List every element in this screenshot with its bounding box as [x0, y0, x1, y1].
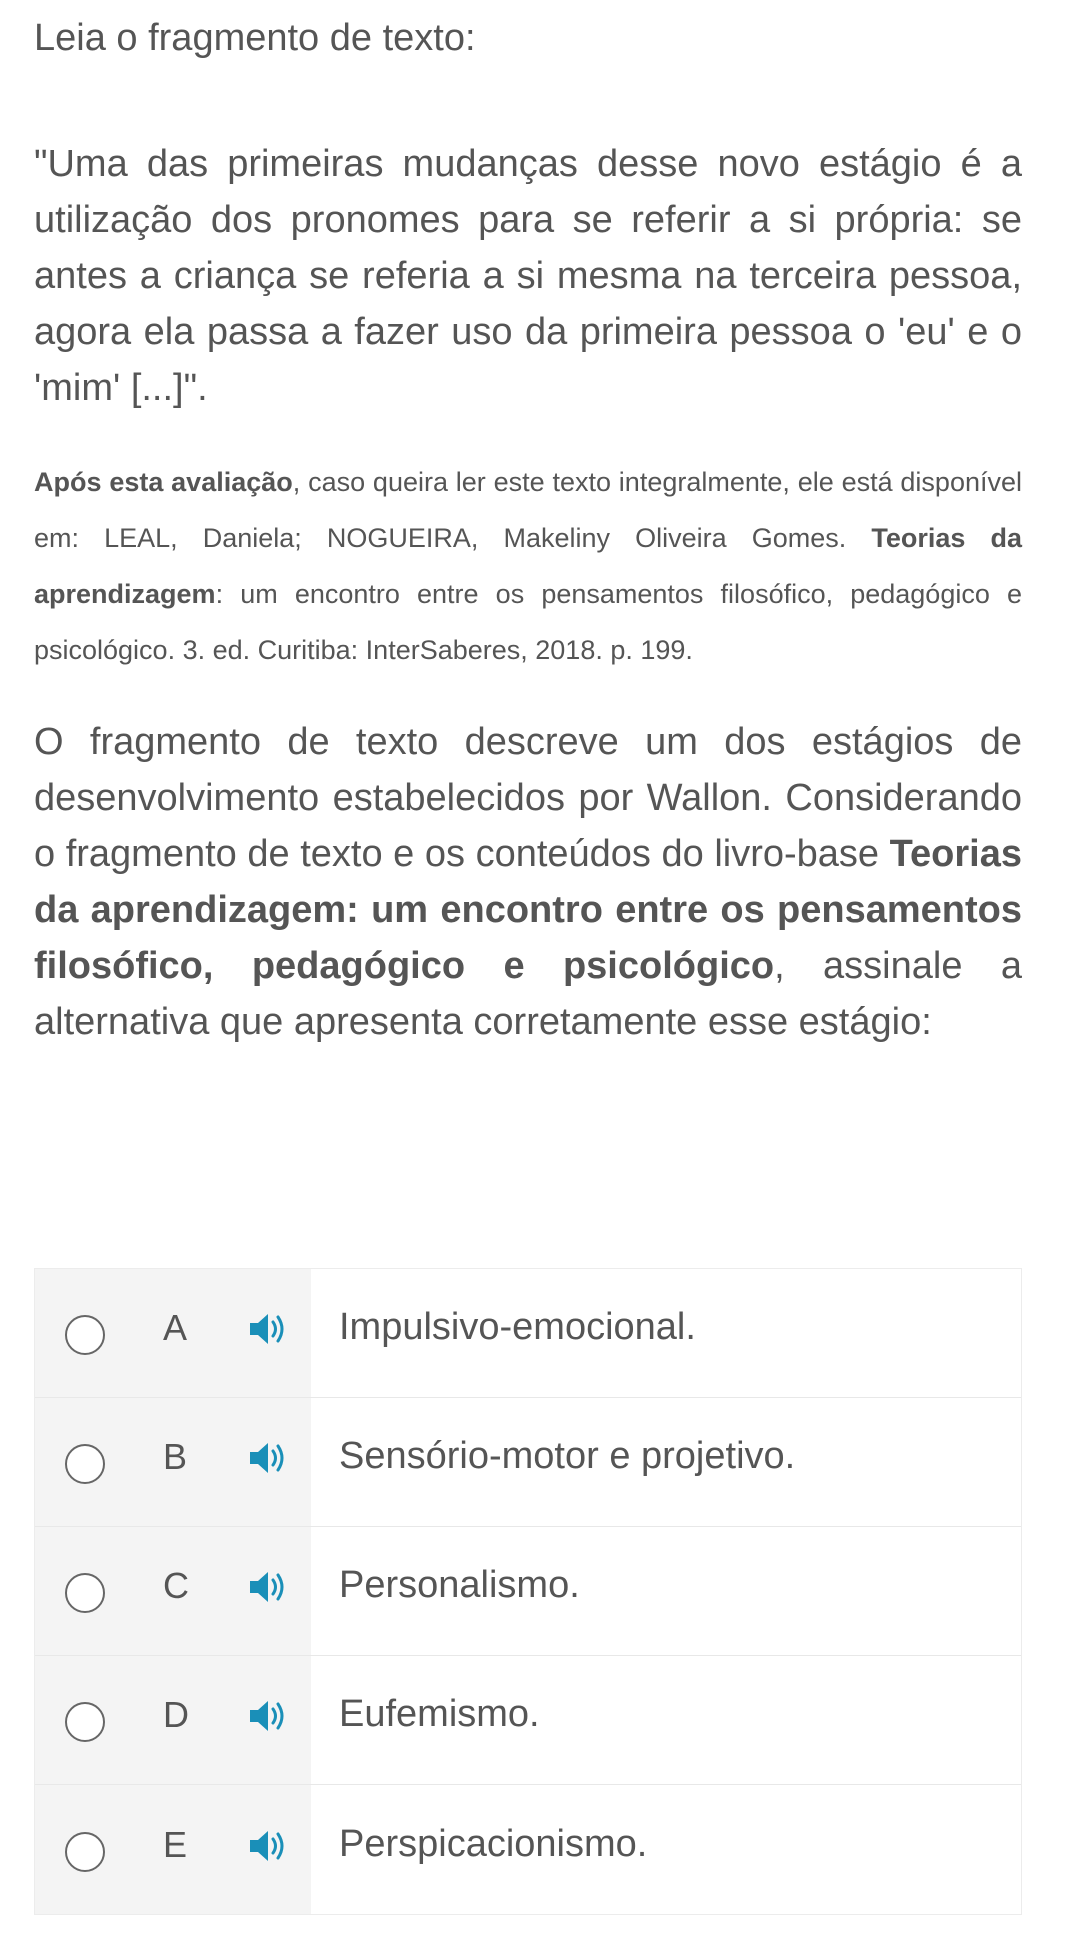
option-a-letter: A — [163, 1307, 188, 1348]
option-a-radio[interactable] — [65, 1315, 105, 1355]
option-d[interactable] — [35, 1656, 1021, 1785]
option-a[interactable] — [35, 1269, 1021, 1398]
question-prompt — [34, 714, 1022, 1050]
speaker-icon[interactable] — [247, 1828, 287, 1864]
prompt-text-1: O fragmento de texto descreve um dos estágios de desenvolvimento estabelecidos por Wallon. Considerando o fragmento de texto e os conteúdos do livro-base — [34, 721, 1022, 875]
option-c-controls — [35, 1527, 311, 1655]
option-b-radio[interactable] — [65, 1444, 105, 1484]
option-b-text[interactable]: Sensório-motor e projetivo. — [339, 1435, 796, 1477]
reference-citation — [34, 454, 1022, 678]
option-a-controls — [35, 1269, 311, 1397]
option-e-radio[interactable] — [65, 1832, 105, 1872]
option-b-letter: B — [163, 1436, 188, 1477]
reference-book-title: Teorias da aprendizagem — [34, 523, 1022, 609]
prompt-text-2: , assinale a alternativa que apresenta corretamente esse estágio: — [34, 945, 1022, 1043]
question-intro: Leia o fragmento de texto: — [34, 17, 476, 59]
reference-text-2: : um encontro entre os pensamentos filosófico, pedagógico e psicológico. 3. ed. Curitiba: InterSaberes, 2018. p. 199. — [34, 579, 1022, 665]
speaker-icon[interactable] — [247, 1569, 287, 1605]
reference-bold-lead: Após esta avaliação — [34, 467, 293, 497]
speaker-icon[interactable] — [247, 1440, 287, 1476]
option-e-text[interactable]: Perspicacionismo. — [339, 1822, 648, 1865]
option-e-letter: E — [163, 1823, 188, 1865]
option-d-letter: D — [163, 1694, 189, 1735]
option-e[interactable] — [35, 1785, 1021, 1914]
option-d-controls — [35, 1656, 311, 1784]
option-c-text[interactable]: Personalismo. — [339, 1564, 580, 1606]
option-b-controls — [35, 1398, 311, 1526]
option-c-letter: C — [163, 1565, 189, 1606]
option-d-radio[interactable] — [65, 1702, 105, 1742]
option-c[interactable] — [35, 1527, 1021, 1656]
reference-text-1: , caso queira ler este texto integralmente, ele está disponível em: LEAL, Daniela; NOGUEIRA, Makeliny Oliveira Gomes. — [34, 467, 1022, 553]
quoted-fragment: "Uma das primeiras mudanças desse novo estágio é a utilização dos pronomes para se referir a si própria: se antes a criança se referia a si mesma na terceira pessoa, agora ela passa a fazer uso da primeira pessoa o 'eu' e o 'mim' [...]". — [34, 143, 1022, 409]
prompt-book-title: Teorias da aprendizagem: um encontro entre os pensamentos filosófico, pedagógico e psicológico — [34, 833, 1022, 987]
option-e-controls — [35, 1785, 311, 1914]
speaker-icon[interactable] — [247, 1311, 287, 1347]
question-content — [34, 0, 1022, 1088]
option-d-text[interactable]: Eufemismo. — [339, 1693, 540, 1735]
answer-options — [34, 1268, 1022, 1915]
option-b[interactable] — [35, 1398, 1021, 1527]
option-c-radio[interactable] — [65, 1573, 105, 1613]
option-a-text[interactable]: Impulsivo-emocional. — [339, 1306, 696, 1348]
speaker-icon[interactable] — [247, 1698, 287, 1734]
